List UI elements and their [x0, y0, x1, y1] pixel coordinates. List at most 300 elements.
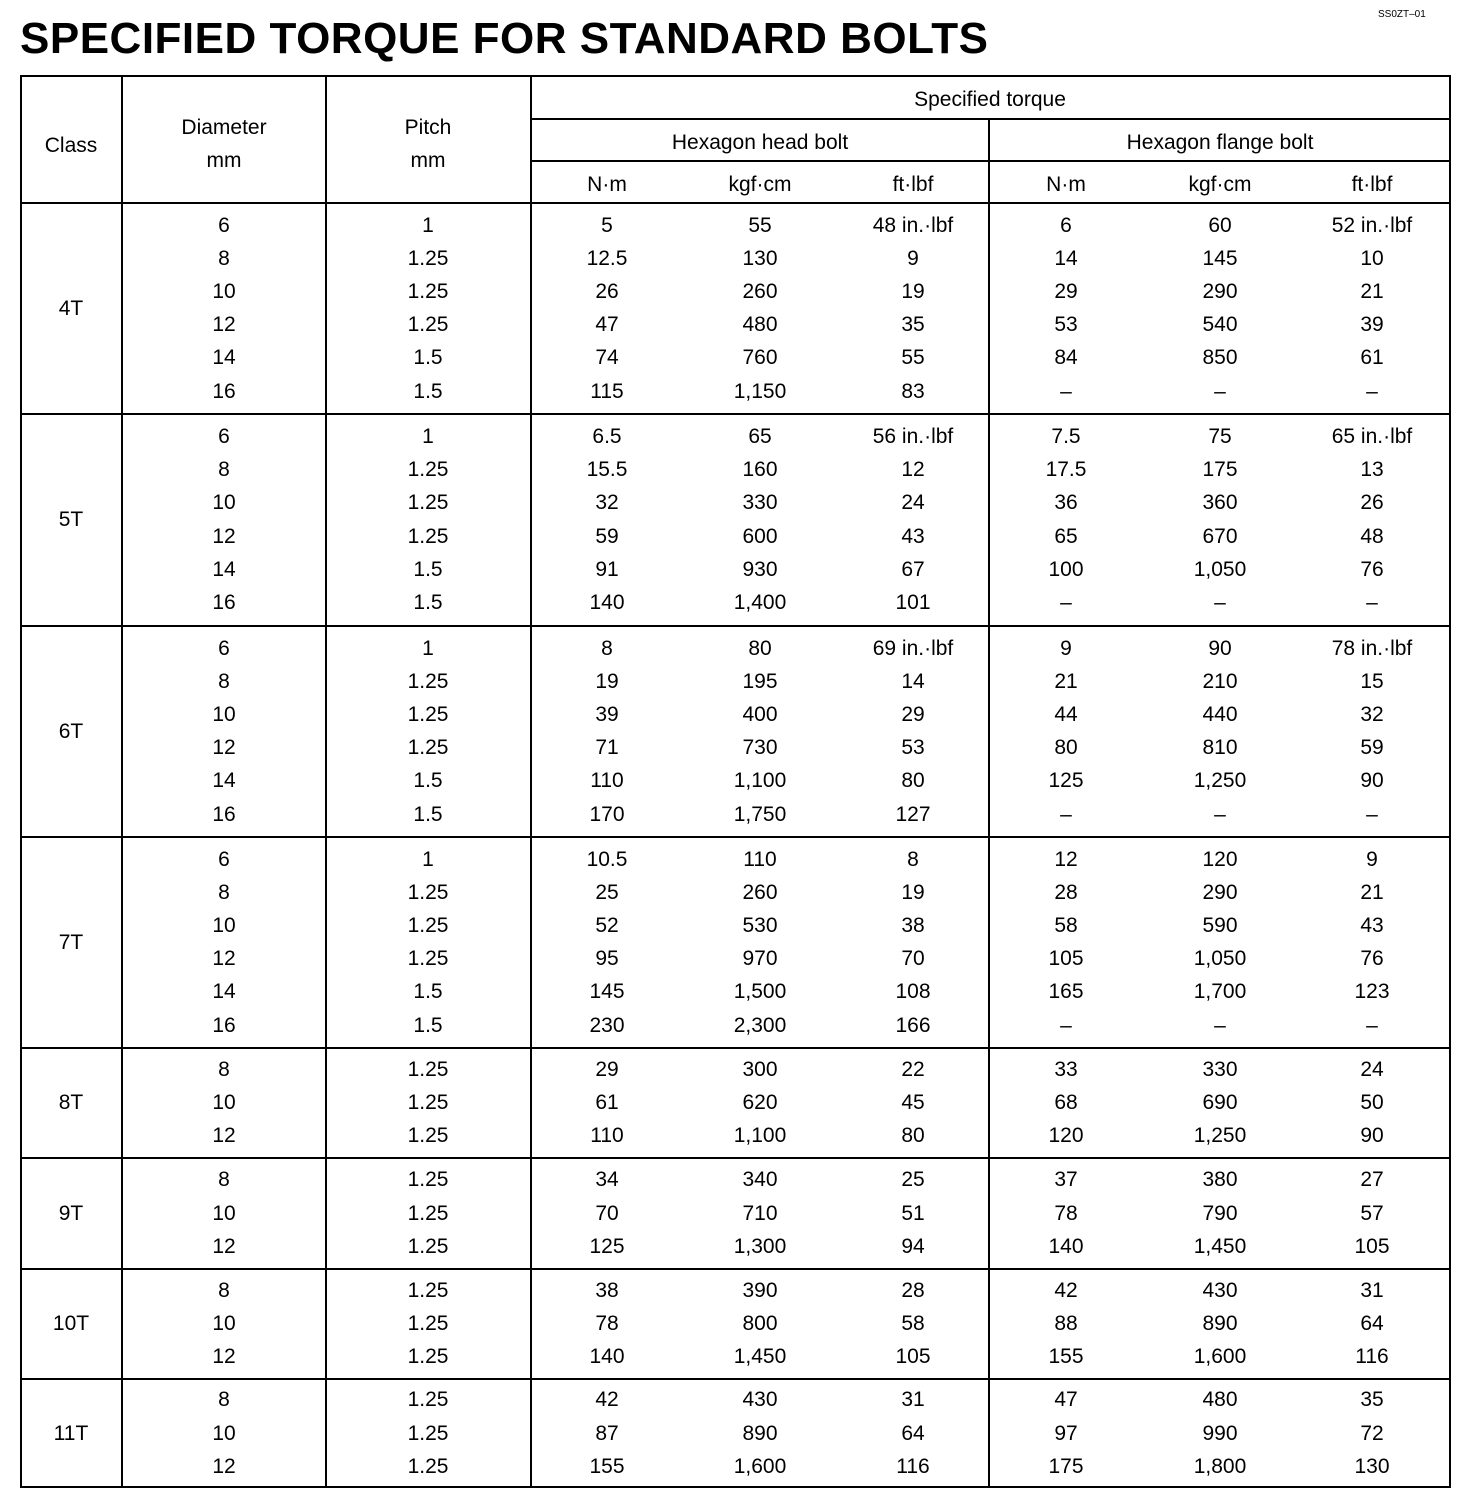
- table-cell: 130: [742, 246, 778, 270]
- table-cell: 6: [218, 213, 230, 237]
- table-cell: 80: [901, 769, 925, 793]
- table-cell: 19: [595, 669, 619, 693]
- table-cell: 34: [595, 1168, 619, 1192]
- class-label: 10T: [52, 1312, 90, 1335]
- table-cell: 127: [895, 802, 931, 826]
- table-cell: 620: [742, 1091, 778, 1114]
- table-cell: 13: [1360, 458, 1384, 482]
- table-cell: 1.25: [407, 1168, 449, 1192]
- table-cell: 1.5: [413, 802, 443, 826]
- table-cell: 430: [1202, 1278, 1238, 1302]
- table-cell: 100: [1048, 557, 1084, 581]
- table-cell: 1.25: [407, 1234, 449, 1258]
- table-cell: 1.25: [407, 736, 449, 760]
- table-cell: 91: [595, 557, 619, 581]
- table-cell: 110: [590, 769, 624, 793]
- table-cell: 12.5: [586, 246, 628, 270]
- table-cell: 10: [212, 913, 236, 937]
- table-cell: 42: [595, 1388, 619, 1412]
- table-cell: 12: [212, 736, 236, 760]
- table-cell: 123: [1354, 980, 1390, 1004]
- table-cell: 330: [1202, 1057, 1238, 1081]
- class-label: 7T: [58, 930, 84, 954]
- table-cell: –: [1366, 379, 1378, 403]
- table-cell: –: [1214, 1013, 1226, 1037]
- table-cell: 29: [901, 702, 925, 726]
- table-cell: 6: [1060, 213, 1072, 237]
- table-cell: 12: [212, 524, 236, 548]
- table-cell: 25: [595, 880, 619, 904]
- group-divider: [20, 1378, 1451, 1380]
- table-cell: –: [1366, 1013, 1378, 1037]
- table-cell: 65: [1054, 524, 1078, 548]
- table-cell: 8: [601, 636, 613, 660]
- table-cell: 360: [1202, 491, 1238, 515]
- table-cell: 31: [901, 1388, 925, 1412]
- table-cell: 390: [742, 1278, 778, 1302]
- table-cell: 1.25: [407, 1454, 449, 1478]
- table-cell: 32: [595, 491, 619, 515]
- table-cell: 890: [1202, 1312, 1238, 1335]
- table-cell: 1.25: [407, 1421, 449, 1445]
- table-cell: 61: [595, 1091, 619, 1114]
- class-label: 8T: [58, 1091, 84, 1114]
- group-divider: [20, 1268, 1451, 1270]
- table-cell: 1,100: [733, 1124, 787, 1148]
- table-cell: 195: [742, 669, 778, 693]
- table-cell: 33: [1054, 1057, 1078, 1081]
- table-cell: 24: [901, 491, 925, 515]
- table-cell: 1.25: [407, 458, 449, 482]
- table-cell: 850: [1202, 346, 1238, 370]
- page-title: SPECIFIED TORQUE FOR STANDARD BOLTS: [20, 14, 989, 63]
- table-cell: 19: [901, 880, 925, 904]
- table-cell: 400: [742, 702, 778, 726]
- table-cell: 1.5: [413, 557, 443, 581]
- header-class: Class: [44, 134, 98, 157]
- table-cell: 1,250: [1193, 769, 1247, 793]
- table-cell: 790: [1202, 1201, 1238, 1225]
- table-cell: 140: [589, 1345, 625, 1369]
- table-cell: 38: [901, 913, 925, 937]
- table-cell: 125: [589, 1234, 625, 1258]
- table-cell: 210: [1202, 669, 1238, 693]
- table-cell: 1.5: [413, 346, 443, 370]
- table-cell: 70: [595, 1201, 619, 1225]
- header-specified-torque: Specified torque: [914, 88, 1066, 111]
- table-cell: –: [1214, 802, 1226, 826]
- table-cell: 39: [595, 702, 619, 726]
- table-cell: 1: [422, 847, 434, 871]
- header-pitch: Pitch: [404, 116, 452, 139]
- table-cell: 1.5: [413, 591, 443, 614]
- table-cell: 8: [218, 246, 230, 270]
- table-cell: 155: [589, 1454, 625, 1478]
- table-cell: 74: [595, 346, 619, 370]
- table-cell: 9: [1060, 636, 1072, 660]
- group-divider: [20, 1157, 1451, 1159]
- header-unit-nm: N·m: [587, 173, 627, 196]
- table-cell: 10: [212, 279, 236, 303]
- table-cell: 68: [1054, 1091, 1078, 1114]
- table-cell: 35: [901, 313, 925, 337]
- table-cell: 1,050: [1193, 557, 1247, 581]
- table-cell: 105: [1048, 947, 1084, 971]
- table-cell: 600: [742, 524, 778, 548]
- table-cell: 160: [742, 458, 778, 482]
- table-cell: 24: [1360, 1057, 1384, 1081]
- table-cell: 110: [743, 847, 777, 871]
- table-cell: 17.5: [1045, 458, 1087, 482]
- table-cell: 1,100: [733, 769, 787, 793]
- table-cell: 430: [742, 1388, 778, 1412]
- table-cell: 55: [901, 346, 925, 370]
- table-cell: 1.25: [407, 702, 449, 726]
- table-cell: 42: [1054, 1278, 1078, 1302]
- group-divider: [20, 625, 1451, 627]
- table-cell: 75: [1208, 425, 1232, 448]
- table-cell: 15.5: [586, 458, 628, 482]
- table-cell: 14: [901, 669, 925, 693]
- table-cell: 1.25: [407, 880, 449, 904]
- table-cell: 380: [1202, 1168, 1238, 1192]
- table-cell: 1.25: [407, 524, 449, 548]
- table-cell: 120: [1048, 1124, 1084, 1148]
- table-cell: 8: [907, 847, 919, 871]
- table-cell: 90: [1208, 636, 1232, 660]
- table-cell: 730: [742, 736, 778, 760]
- table-cell: 37: [1054, 1168, 1078, 1192]
- table-cell: 80: [748, 636, 772, 660]
- table-cell: 1.25: [407, 1091, 449, 1114]
- table-cell: 14: [212, 557, 236, 581]
- table-cell: 39: [1360, 313, 1384, 337]
- table-cell: 90: [1360, 769, 1384, 793]
- table-cell: 15: [1360, 669, 1384, 693]
- table-cell: 56 in.·lbf: [872, 425, 954, 448]
- table-cell: 78: [595, 1312, 619, 1335]
- header-divider: [531, 160, 1451, 162]
- table-cell: 1: [422, 425, 434, 448]
- table-cell: 145: [589, 980, 625, 1004]
- table-cell: 36: [1054, 491, 1078, 515]
- table-cell: 8: [218, 1278, 230, 1302]
- table-cell: 50: [1360, 1091, 1384, 1114]
- table-cell: 51: [901, 1201, 925, 1225]
- table-cell: 101: [895, 591, 931, 614]
- header-unit-kgfcm: kgf·cm: [1188, 173, 1252, 196]
- table-cell: 22: [901, 1057, 925, 1081]
- table-cell: 540: [1202, 313, 1238, 337]
- table-cell: 1,300: [733, 1234, 787, 1258]
- table-cell: 60: [1208, 213, 1232, 237]
- class-label: 6T: [58, 719, 84, 743]
- table-cell: 10.5: [586, 847, 628, 871]
- table-cell: 145: [1202, 246, 1238, 270]
- table-cell: –: [1060, 1013, 1072, 1037]
- table-cell: 8: [218, 669, 230, 693]
- table-cell: 1.25: [407, 947, 449, 971]
- table-cell: 8: [218, 1168, 230, 1192]
- table-cell: 530: [742, 913, 778, 937]
- table-cell: 64: [1360, 1312, 1384, 1335]
- table-cell: 78: [1054, 1201, 1078, 1225]
- table-cell: 97: [1054, 1421, 1078, 1445]
- table-cell: 43: [1360, 913, 1384, 937]
- table-cell: 1: [422, 213, 434, 237]
- table-cell: 1: [422, 636, 434, 660]
- table-cell: 1.25: [407, 1124, 449, 1148]
- class-label: 9T: [58, 1201, 84, 1225]
- table-cell: 59: [1360, 736, 1384, 760]
- table-cell: 88: [1054, 1312, 1078, 1335]
- table-cell: 35: [1360, 1388, 1384, 1412]
- table-cell: 21: [1360, 279, 1384, 303]
- table-cell: –: [1366, 802, 1378, 826]
- column-divider: [988, 118, 990, 1488]
- table-cell: 48: [1360, 524, 1384, 548]
- table-cell: 12: [1054, 847, 1078, 871]
- table-cell: 165: [1048, 980, 1084, 1004]
- table-cell: 12: [901, 458, 925, 482]
- table-cell: 108: [895, 980, 931, 1004]
- column-divider: [121, 75, 123, 1488]
- table-cell: 71: [595, 736, 619, 760]
- table-cell: 130: [1354, 1454, 1390, 1478]
- table-cell: 8: [218, 880, 230, 904]
- table-cell: 10: [212, 1201, 236, 1225]
- table-cell: 1.5: [413, 980, 443, 1004]
- table-cell: –: [1366, 591, 1378, 614]
- table-cell: 78 in.·lbf: [1331, 636, 1413, 660]
- table-cell: 8: [218, 1057, 230, 1081]
- table-cell: 290: [1202, 279, 1238, 303]
- table-cell: 6: [218, 636, 230, 660]
- table-cell: 38: [595, 1278, 619, 1302]
- table-cell: 6: [218, 425, 230, 448]
- table-cell: 6.5: [592, 425, 622, 448]
- table-cell: 116: [1355, 1345, 1389, 1369]
- table-cell: 1.25: [407, 279, 449, 303]
- table-cell: 10: [212, 1421, 236, 1445]
- table-cell: 53: [901, 736, 925, 760]
- table-cell: –: [1214, 591, 1226, 614]
- table-cell: 29: [595, 1057, 619, 1081]
- table-cell: 970: [742, 947, 778, 971]
- table-cell: 28: [1054, 880, 1078, 904]
- table-cell: 16: [212, 1013, 236, 1037]
- table-cell: 12: [212, 947, 236, 971]
- header-hexagon-head-bolt: Hexagon head bolt: [671, 131, 849, 154]
- table-cell: 1.25: [407, 1345, 449, 1369]
- table-cell: 690: [1202, 1091, 1238, 1114]
- table-cell: 72: [1360, 1421, 1384, 1445]
- table-cell: 64: [901, 1421, 925, 1445]
- table-cell: 21: [1054, 669, 1078, 693]
- table-cell: 1.5: [413, 769, 443, 793]
- table-cell: 166: [895, 1013, 931, 1037]
- table-cell: 760: [742, 346, 778, 370]
- table-cell: –: [1060, 591, 1072, 614]
- header-divider: [531, 118, 1451, 120]
- table-cell: 710: [742, 1201, 778, 1225]
- table-cell: 1.25: [407, 1312, 449, 1335]
- header-diameter: Diameter: [181, 116, 267, 139]
- table-cell: 1.25: [407, 246, 449, 270]
- table-cell: 260: [742, 279, 778, 303]
- table-cell: 8: [218, 458, 230, 482]
- table-cell: 590: [1202, 913, 1238, 937]
- table-cell: 1.5: [413, 379, 443, 403]
- table-cell: 1,400: [733, 591, 787, 614]
- table-cell: 47: [1054, 1388, 1078, 1412]
- table-cell: 29: [1054, 279, 1078, 303]
- table-cell: 10: [212, 1091, 236, 1114]
- header-pitch-unit: mm: [410, 149, 446, 172]
- table-cell: 65: [748, 425, 772, 448]
- table-cell: 9: [1366, 847, 1378, 871]
- column-divider: [530, 75, 532, 1488]
- table-cell: 10: [212, 702, 236, 726]
- table-cell: 21: [1360, 880, 1384, 904]
- class-label: 4T: [58, 296, 84, 320]
- table-cell: 125: [1048, 769, 1084, 793]
- table-cell: 800: [742, 1312, 778, 1335]
- table-cell: 175: [1202, 458, 1238, 482]
- table-cell: 80: [901, 1124, 925, 1148]
- table-cell: 44: [1054, 702, 1078, 726]
- table-cell: 10: [212, 1312, 236, 1335]
- table-cell: 116: [896, 1454, 930, 1478]
- group-divider: [20, 1047, 1451, 1049]
- table-cell: 7.5: [1051, 425, 1081, 448]
- group-divider: [20, 836, 1451, 838]
- table-cell: 990: [1202, 1421, 1238, 1445]
- table-cell: 1,050: [1193, 947, 1247, 971]
- table-cell: 440: [1202, 702, 1238, 726]
- table-cell: 14: [212, 980, 236, 1004]
- table-cell: 14: [212, 346, 236, 370]
- table-cell: 1,150: [733, 379, 787, 403]
- table-cell: 1,450: [1193, 1234, 1247, 1258]
- table-cell: 14: [212, 769, 236, 793]
- table-cell: 115: [590, 379, 624, 403]
- table-cell: 16: [212, 379, 236, 403]
- table-cell: 65 in.·lbf: [1331, 425, 1413, 448]
- table-cell: 1.25: [407, 669, 449, 693]
- table-cell: 480: [742, 313, 778, 337]
- table-cell: 1,600: [733, 1454, 787, 1478]
- table-cell: 1,600: [1193, 1345, 1247, 1369]
- header-unit-ftlbf: ft·lbf: [892, 173, 934, 196]
- column-divider: [325, 75, 327, 1488]
- table-cell: 105: [895, 1345, 931, 1369]
- header-unit-ftlbf: ft·lbf: [1351, 173, 1393, 196]
- table-cell: 95: [595, 947, 619, 971]
- table-cell: 47: [595, 313, 619, 337]
- table-cell: 810: [1202, 736, 1238, 760]
- table-cell: 61: [1360, 346, 1384, 370]
- table-cell: 70: [901, 947, 925, 971]
- table-cell: 19: [901, 279, 925, 303]
- table-cell: 16: [212, 802, 236, 826]
- table-cell: 1.25: [407, 1201, 449, 1225]
- table-cell: 300: [742, 1057, 778, 1081]
- table-cell: 12: [212, 1345, 236, 1369]
- table-cell: 1,500: [733, 980, 787, 1004]
- table-cell: 10: [212, 491, 236, 515]
- table-cell: 76: [1360, 947, 1384, 971]
- table-cell: 67: [901, 557, 925, 581]
- header-unit-kgfcm: kgf·cm: [728, 173, 792, 196]
- table-cell: 12: [212, 1234, 236, 1258]
- class-label: 5T: [58, 508, 84, 531]
- table-cell: 83: [901, 379, 925, 403]
- table-cell: 1,450: [733, 1345, 787, 1369]
- table-cell: 340: [742, 1168, 778, 1192]
- table-cell: 31: [1360, 1278, 1384, 1302]
- table-cell: 120: [1202, 847, 1238, 871]
- table-cell: 170: [589, 802, 625, 826]
- document-code: SS0ZT–01: [1378, 9, 1426, 20]
- table-cell: 53: [1054, 313, 1078, 337]
- table-cell: 27: [1360, 1168, 1384, 1192]
- table-cell: 1,750: [733, 802, 787, 826]
- table-cell: 58: [901, 1312, 925, 1335]
- table-cell: 16: [212, 591, 236, 614]
- table-cell: 290: [1202, 880, 1238, 904]
- table-cell: 57: [1360, 1201, 1384, 1225]
- table-cell: 48 in.·lbf: [872, 213, 954, 237]
- table-cell: 45: [901, 1091, 925, 1114]
- table-cell: 32: [1360, 702, 1384, 726]
- table-cell: 1.25: [407, 313, 449, 337]
- table-cell: 2,300: [733, 1013, 787, 1037]
- table-cell: 1,700: [1193, 980, 1247, 1004]
- table-cell: 28: [901, 1278, 925, 1302]
- table-cell: 1,250: [1193, 1124, 1247, 1148]
- header-diameter-unit: mm: [206, 149, 242, 172]
- table-cell: 480: [1202, 1388, 1238, 1412]
- table-cell: 55: [748, 213, 772, 237]
- table-cell: 26: [595, 279, 619, 303]
- table-cell: 155: [1048, 1345, 1084, 1369]
- table-cell: 59: [595, 524, 619, 548]
- table-cell: 930: [742, 557, 778, 581]
- table-cell: 84: [1054, 346, 1078, 370]
- table-cell: 140: [589, 591, 625, 614]
- table-cell: 14: [1054, 246, 1078, 270]
- table-cell: 1,800: [1193, 1454, 1247, 1478]
- table-cell: 1.25: [407, 1057, 449, 1081]
- group-divider: [20, 413, 1451, 415]
- table-cell: 25: [901, 1168, 925, 1192]
- table-cell: 87: [595, 1421, 619, 1445]
- table-cell: 140: [1048, 1234, 1084, 1258]
- table-cell: 26: [1360, 491, 1384, 515]
- table-cell: 12: [212, 1124, 236, 1148]
- torque-table: [20, 75, 1451, 1488]
- table-cell: 1.5: [413, 1013, 443, 1037]
- table-cell: 12: [212, 313, 236, 337]
- header-unit-nm: N·m: [1046, 173, 1086, 196]
- table-cell: 670: [1202, 524, 1238, 548]
- table-cell: 52: [595, 913, 619, 937]
- table-cell: 12: [212, 1454, 236, 1478]
- table-cell: 58: [1054, 913, 1078, 937]
- table-cell: 175: [1048, 1454, 1084, 1478]
- header-bottom-border: [20, 202, 1451, 204]
